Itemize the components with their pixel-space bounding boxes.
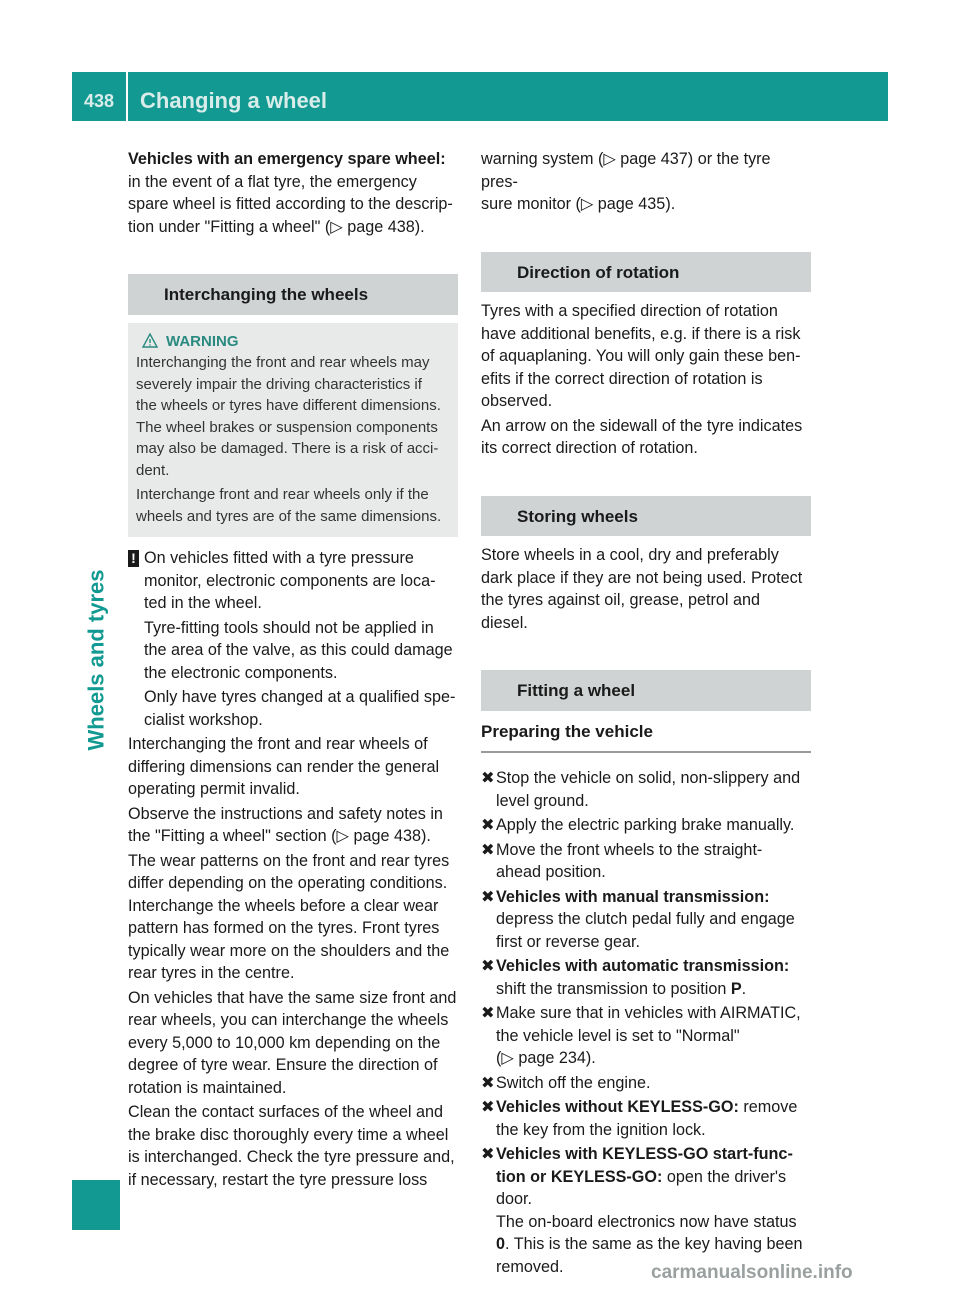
header-divider	[126, 72, 128, 121]
note-block	[128, 547, 458, 731]
text-line: operating permit invalid.	[128, 780, 300, 798]
side-tab-label: Wheels and tyres	[83, 569, 109, 751]
text-line: warning system (▷ page 437) or the tyre pres-	[481, 150, 771, 191]
bold-text: Vehicles with manual transmission:	[496, 887, 770, 906]
gear-position: P	[730, 979, 742, 998]
text-line: On vehicles fitted with a tyre pressure	[144, 549, 414, 567]
list-item	[481, 814, 811, 837]
section-heading-direction: Direction of rotation	[481, 252, 811, 293]
bold-text: Vehicles with KEYLESS-GO start-func-	[496, 1145, 793, 1163]
text-line: of aquaplaning. You will only gain these ben-	[481, 347, 801, 365]
text-line: Move the front wheels to the straight-	[496, 840, 763, 859]
arrow-bullet-icon: ✖	[481, 957, 495, 975]
text-line: Tyre-fitting tools should not be applied in	[144, 618, 434, 637]
text-line: Only have tyres changed at a qualified spe-	[144, 688, 456, 706]
warning-label: WARNING	[166, 332, 239, 350]
text-line: the brake disc thoroughly every time a wheel	[128, 1125, 449, 1144]
text-line: dark place if they are not being used. Protect	[481, 568, 803, 587]
section-heading-fitting: Fitting a wheel	[481, 670, 811, 711]
list-item	[481, 839, 811, 884]
text-line: have additional benefits, e.g. if there is a risk	[481, 324, 801, 343]
warning-title	[136, 331, 450, 353]
warning-text	[136, 352, 450, 481]
left-column	[128, 148, 458, 1193]
text-line: every 5,000 to 10,000 km depending on the	[128, 1033, 441, 1052]
text-line: Store wheels in a cool, dry and preferably	[481, 546, 779, 564]
text-line: the tyres against oil, grease, petrol and diesel.	[481, 591, 760, 632]
text-line: The on-board electronics now have status	[496, 1212, 797, 1231]
status-value: 0	[496, 1235, 506, 1253]
text-line: wheels and tyres are of the same dimensions.	[136, 507, 442, 525]
page-title: Changing a wheel	[140, 88, 328, 113]
text-line: Clean the contact surfaces of the wheel and	[128, 1103, 443, 1121]
text-line: the key from the ignition lock.	[496, 1120, 706, 1139]
text-line: rotation is maintained.	[128, 1078, 287, 1097]
text-line: cialist workshop.	[144, 710, 263, 729]
right-column	[481, 148, 811, 1280]
text-line: rear wheels, you can interchange the wheels	[128, 1011, 449, 1029]
text-line: degree of tyre wear. Ensure the direction of	[128, 1056, 438, 1074]
arrow-bullet-icon: ✖	[481, 769, 495, 787]
text-line: differ depending on the operating conditions.	[128, 874, 448, 892]
text-line: differing dimensions can render the general	[128, 757, 440, 776]
text-line: An arrow on the sidewall of the tyre indicates	[481, 416, 803, 435]
side-block	[72, 1180, 120, 1230]
list-item	[481, 886, 811, 954]
warning-triangle-icon	[142, 333, 158, 349]
text-line: Interchange front and rear wheels only if the	[136, 486, 429, 503]
text-line: spare wheel is fitted according to the descrip-	[128, 195, 453, 213]
text-line: . This is the same as the key having been	[505, 1235, 803, 1253]
list-item	[481, 1096, 811, 1141]
text-line: severely impair the driving characteristics if	[136, 375, 422, 393]
paragraph	[128, 733, 458, 801]
text-line: door.	[496, 1190, 533, 1208]
text-line: Apply the electric parking brake manually.	[496, 816, 795, 834]
bold-text: tion or KEYLESS-GO:	[496, 1167, 663, 1186]
text-line: tion under "Fitting a wheel" (▷ page 438).	[128, 217, 425, 236]
text-line: if necessary, restart the tyre pressure loss	[128, 1170, 428, 1189]
list-item	[481, 767, 811, 812]
list-item	[481, 1143, 811, 1278]
text-line: the "Fitting a wheel" section (▷ page 438).	[128, 827, 431, 845]
arrow-bullet-icon: ✖	[481, 1073, 495, 1092]
text-line: The wear patterns on the front and rear tyres	[128, 851, 450, 870]
text-line: Make sure that in vehicles with AIRMATIC,	[496, 1004, 801, 1022]
text-line: On vehicles that have the same size front and	[128, 988, 457, 1007]
text-line: removed.	[496, 1257, 564, 1276]
subheading-preparing: Preparing the vehicle	[481, 721, 811, 754]
text-line: remove	[738, 1098, 798, 1116]
text-line: pattern has formed on the tyres. Front tyres	[128, 919, 440, 937]
list-item	[481, 1002, 811, 1070]
exclamation-icon: !	[128, 550, 139, 567]
text-line: dent.	[136, 461, 170, 479]
text-line: is interchanged. Check the tyre pressure and,	[128, 1148, 455, 1166]
text-line: its correct direction of rotation.	[481, 439, 698, 457]
text-line: Interchanging the front and rear wheels of	[128, 735, 428, 753]
text-line: (▷ page 234).	[496, 1049, 596, 1067]
bold-text: Vehicles without KEYLESS-GO:	[496, 1098, 739, 1116]
text-line: The wheel brakes or suspension components	[136, 418, 438, 436]
text-line: the electronic components.	[144, 663, 338, 682]
arrow-bullet-icon: ✖	[481, 1098, 495, 1116]
text-line: ahead position.	[496, 863, 606, 881]
text-line: depress the clutch pedal fully and engage	[496, 910, 795, 928]
intro-paragraph	[128, 148, 458, 238]
text-line: .	[741, 979, 747, 998]
warning-text-2	[136, 484, 450, 527]
list-item	[481, 1072, 811, 1095]
text-line: may also be damaged. There is a risk of acci-	[136, 440, 439, 457]
text-line: ted in the wheel.	[144, 594, 262, 612]
page-number: 438	[84, 91, 115, 111]
text-line: the area of the valve, as this could damage	[144, 641, 453, 659]
text-line: rear tyres in the centre.	[128, 964, 295, 982]
paragraph	[128, 987, 458, 1100]
paragraph	[481, 544, 811, 634]
text-line: observed.	[481, 392, 553, 410]
arrow-bullet-icon: ✖	[481, 1145, 495, 1163]
text-line: Switch off the engine.	[496, 1073, 651, 1092]
text-line: sure monitor (▷ page 435).	[481, 195, 676, 213]
section-heading-storing: Storing wheels	[481, 496, 811, 537]
paragraph	[128, 803, 458, 848]
arrow-bullet-icon: ✖	[481, 816, 495, 834]
paragraph	[481, 415, 811, 460]
text-line: Tyres with a specified direction of rotation	[481, 302, 778, 320]
warning-box	[128, 323, 458, 538]
arrow-bullet-icon: ✖	[481, 840, 495, 859]
text-line: the wheels or tyres have different dimensions.	[136, 397, 441, 414]
text-line: in the event of a flat tyre, the emergency	[128, 172, 417, 191]
list-item	[481, 955, 811, 1000]
text-line: monitor, electronic components are loca-	[144, 571, 436, 590]
text-line: first or reverse gear.	[496, 932, 640, 951]
watermark: carmanualsonline.info	[651, 1262, 853, 1283]
text-line: typically wear more on the shoulders and the	[128, 941, 450, 960]
arrow-bullet-icon: ✖	[481, 1004, 495, 1022]
text-line: Interchanging the front and rear wheels may	[136, 354, 430, 371]
paragraph	[128, 1101, 458, 1191]
text-line: level ground.	[496, 791, 589, 810]
text-line: Interchange the wheels before a clear wear	[128, 896, 439, 915]
text-line: Stop the vehicle on solid, non-slippery and	[496, 769, 801, 787]
text-line: the vehicle level is set to "Normal"	[496, 1026, 740, 1045]
side-tab	[72, 540, 120, 780]
text-line: Observe the instructions and safety notes in	[128, 804, 443, 823]
text-line: efits if the correct direction of rotation is	[481, 369, 763, 388]
paragraph	[481, 300, 811, 413]
bold-text: Vehicles with automatic transmission:	[496, 957, 790, 975]
paragraph	[481, 148, 811, 216]
section-heading-interchanging: Interchanging the wheels	[128, 274, 458, 315]
intro-bold: Vehicles with an emergency spare wheel:	[128, 150, 446, 168]
text-line: open the driver's	[662, 1167, 787, 1186]
paragraph	[128, 850, 458, 985]
text-line: shift the transmission to position	[496, 979, 731, 998]
arrow-bullet-icon: ✖	[481, 887, 495, 906]
